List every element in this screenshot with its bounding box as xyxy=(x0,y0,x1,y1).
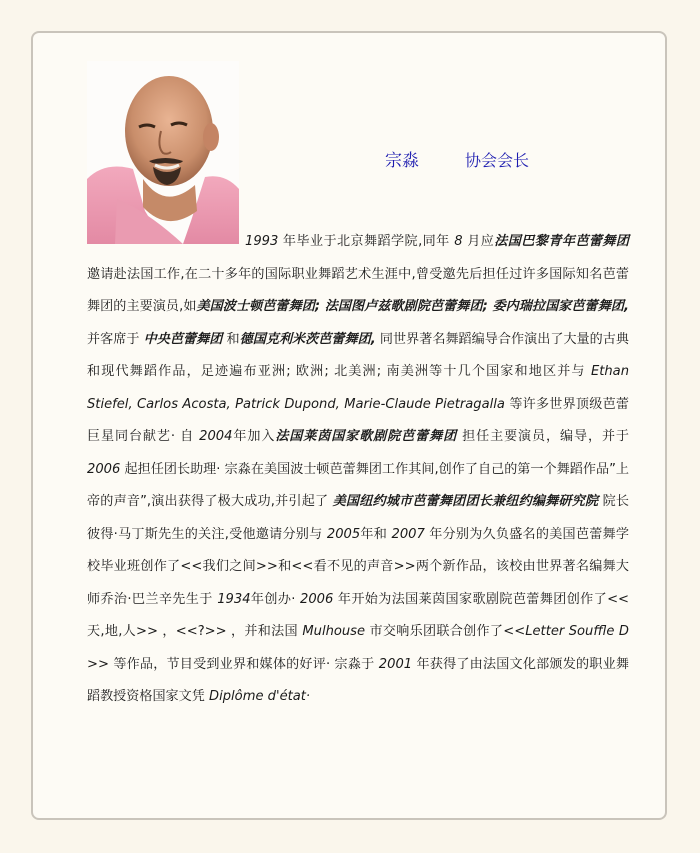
bio-text: 月应 xyxy=(462,234,495,249)
bio-italic: 2007 xyxy=(391,526,425,542)
bio-text: 担任主要演员，编导，并于 xyxy=(457,429,630,444)
bio-highlight: 美国纽约城市芭蕾舞团团长兼纽约编舞研究院 xyxy=(332,494,599,509)
bio-text: 年加入 xyxy=(232,429,276,444)
bio-highlight: 德国克利米茨芭蕾舞团, xyxy=(239,331,376,347)
bio-text: 院长彼得·马丁斯先生的关注,受他邀请分别与 xyxy=(87,494,629,542)
bio-italic: 2005 xyxy=(326,526,361,542)
bio-italic: 1993 xyxy=(245,234,279,249)
profile-heading xyxy=(385,146,529,171)
bio-text: 等许多世界顶级芭蕾巨星同台献艺· 自 xyxy=(87,396,629,444)
bio-italic: 2006 xyxy=(300,591,334,607)
bio-italic: Diplôme d'état· xyxy=(209,689,311,704)
photo-wrap-spacer xyxy=(87,226,245,255)
profile-title: 协会会长 xyxy=(465,151,530,170)
bio-text: 市交响乐团联合创作了 xyxy=(365,624,504,639)
portrait-image xyxy=(87,61,239,244)
bio-italic: <<Letter Souffle D >> xyxy=(87,624,629,672)
bio-text: 并客席于 xyxy=(87,331,144,347)
bio-text: 起担任团长助理· 宗淼在美国波士顿芭蕾舞团工作其间,创作了自己的第一个舞蹈作品”上帝的声音”,演出获得了极大成功,并引起了 xyxy=(87,461,629,509)
profile-name: 宗淼 xyxy=(385,151,419,171)
bio-italic: Ethan Stiefel, Carlos Acosta, Patrick Dupond, Marie-Claude Pietragalla xyxy=(87,364,629,412)
bio-highlight: 法国莱茵国家歌剧院芭蕾舞团 xyxy=(275,429,458,444)
bio-text: 年开始为法国莱茵国家歌剧院芭蕾舞团创作了<<天,地,人>> ，<<?>> ，并和法国 xyxy=(87,591,630,639)
portrait-photo xyxy=(87,61,239,244)
bio-italic: Mulhouse xyxy=(302,624,366,639)
bio-text: 年和 xyxy=(360,526,392,542)
bio-italic: 1934 xyxy=(217,591,251,607)
bio-highlight: 法国巴黎青年芭蕾舞团 xyxy=(494,234,629,249)
bio-italic: 2006 xyxy=(87,461,121,477)
bio-italic: 2001 xyxy=(378,656,413,672)
bio-highlight: 中央芭蕾舞团 xyxy=(143,331,223,347)
bio-text: 年获得了由法国文化部颁发的职业舞蹈教授资格国家文凭 xyxy=(87,656,629,704)
bio-text: 同世界著名舞蹈编导合作演出了大量的古典和现代舞蹈作品，足迹遍布亚洲; 欧洲; 北美洲; 南美洲等十几个国家和地区并与 xyxy=(87,331,629,379)
bio-text: 邀请赴法国工作,在二十多年的国际职业舞蹈艺术生涯中,曾受邀先后担任过许多国际知名芭蕾舞团的主要演员,如 xyxy=(87,266,629,314)
bio-highlight: 美国波士顿芭蕾舞团; 法国图卢兹歌剧院芭蕾舞团; 委内瑞拉国家芭蕾舞团, xyxy=(196,299,630,314)
bio-text: 年毕业于北京舞蹈学院,同年 xyxy=(278,234,455,249)
bio-text: 等作品，节目受到业界和媒体的好评· 宗淼于 xyxy=(108,656,379,672)
bio-italic: 8 xyxy=(454,234,463,249)
biography-text xyxy=(87,226,629,714)
bio-text: 年创办· xyxy=(250,591,300,607)
bio-italic: 2004 xyxy=(199,429,233,444)
bio-text: 和 xyxy=(222,331,240,347)
bio-text: 年分别为久负盛名的美国芭蕾舞学校毕业班创作了<<我们之间>>和<<看不见的声音>>两个新作品，该校由世界著名编舞大师乔治·巴兰辛先生于 xyxy=(87,526,629,607)
